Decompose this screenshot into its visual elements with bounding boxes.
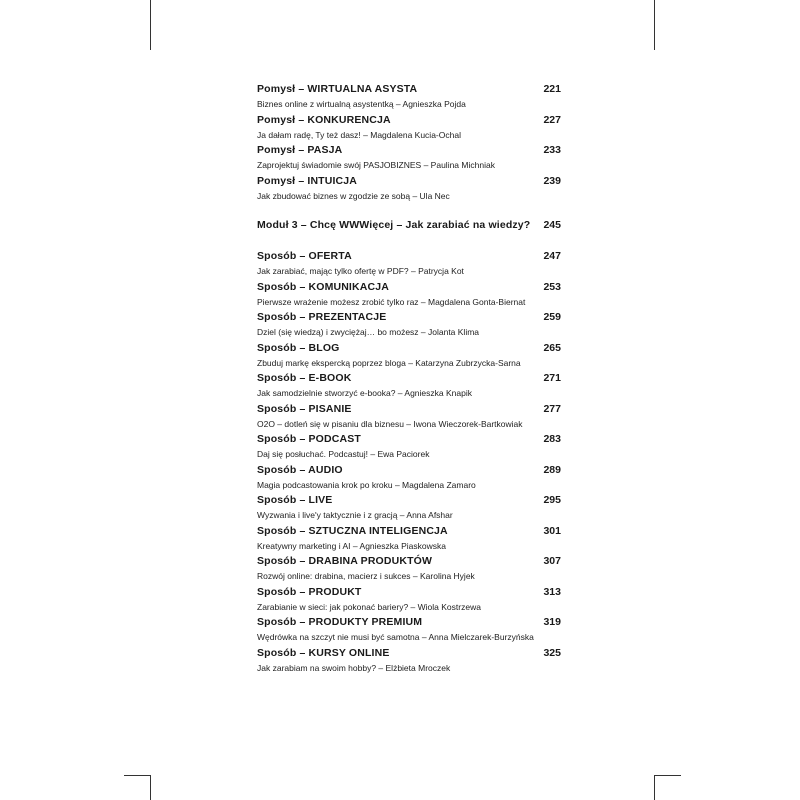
toc-entry-header <box>257 280 561 295</box>
toc-entry-header <box>257 463 561 478</box>
entry-page-number: 313 <box>543 585 561 598</box>
entry-title: Sposób – PRODUKT <box>257 585 362 598</box>
toc-entry-header <box>257 554 561 569</box>
entry-page-number: 301 <box>543 524 561 537</box>
entry-subtitle: Jak samodzielnie stworzyć e-booka? – Agnieszka Knapik <box>257 388 472 398</box>
entry-page-number: 283 <box>543 433 561 445</box>
entry-subtitle: Jak zarabiać, mając tylko ofertę w PDF? – Patrycja Kot <box>257 266 464 276</box>
entry-subtitle: Jak zarabiam na swoim hobby? – Elżbieta Mroczek <box>257 662 451 673</box>
entry-page-number: 221 <box>543 83 561 95</box>
entry-page-number: 295 <box>543 494 561 506</box>
toc-entry <box>257 585 561 616</box>
crop-mark-top-left <box>150 0 151 50</box>
entry-title: Sposób – E-BOOK <box>257 372 352 384</box>
entry-subtitle: Jak zbudować biznes w zgodzie ze sobą – Ula Nec <box>257 190 450 201</box>
entry-subtitle: Magia podcastowania krok po kroku – Magdalena Zamaro <box>257 479 476 490</box>
entry-title: Sposób – PRODUKTY PREMIUM <box>257 616 423 628</box>
toc-entry <box>257 310 561 341</box>
entry-page-number: 307 <box>543 555 561 567</box>
entry-page-number: 277 <box>543 402 561 415</box>
entry-page-number: 239 <box>543 174 561 187</box>
entry-subtitle: Kreatywny marketing i AI – Agnieszka Piaskowska <box>257 540 446 551</box>
crop-mark-top-right <box>654 0 655 50</box>
toc-entry-header <box>257 646 561 661</box>
toc-group-methods <box>257 249 561 676</box>
toc-entry-header <box>257 585 561 600</box>
toc-entry-header <box>257 310 561 325</box>
entry-title: Pomysł – INTUICJA <box>257 174 357 187</box>
entry-page-number: 271 <box>543 372 561 384</box>
toc-entry <box>257 524 561 555</box>
entry-title: Sposób – BLOG <box>257 341 340 354</box>
entry-title: Sposób – DRABINA PRODUKTÓW <box>257 555 433 567</box>
entry-title: Sposób – PISANIE <box>257 402 352 415</box>
toc-entry <box>257 174 561 205</box>
toc-entry <box>257 554 561 585</box>
entry-subtitle: Ja dałam radę, Ty też dasz! – Magdalena Kucia-Ochal <box>257 129 461 140</box>
entry-subtitle: Dziel (się wiedzą) i zwyciężaj… bo możesz – Jolanta Klima <box>257 327 480 337</box>
toc-entry <box>257 280 561 311</box>
toc-entry-header <box>257 524 561 539</box>
entry-page-number: 259 <box>543 311 561 323</box>
entry-subtitle: Zbuduj markę ekspercką poprzez bloga – Katarzyna Zubrzycka-Sarna <box>257 357 521 368</box>
entry-subtitle: Biznes online z wirtualną asystentką – Agnieszka Pojda <box>257 99 466 109</box>
entry-page-number: 289 <box>543 463 561 476</box>
module-heading <box>257 218 561 233</box>
entry-title: Sposób – PREZENTACJE <box>257 311 387 323</box>
entry-subtitle: Zaprojektuj świadomie swój PASJOBIZNES – Paulina Michniak <box>257 160 495 170</box>
toc-entry-header <box>257 432 561 447</box>
entry-title: Sposób – SZTUCZNA INTELIGENCJA <box>257 524 448 537</box>
entry-subtitle: Wędrówka na szczyt nie musi być samotna – Anna Mielczarek-Burzyńska <box>257 632 534 642</box>
entry-page-number: 319 <box>543 616 561 628</box>
entry-subtitle: Rozwój online: drabina, macierz i sukces – Karolina Hyjek <box>257 571 475 581</box>
spacer <box>257 204 561 218</box>
toc-entry-header <box>257 371 561 386</box>
spacer <box>257 233 561 249</box>
toc-entry <box>257 249 561 280</box>
module-page-number: 245 <box>543 219 561 231</box>
entry-title: Sposób – OFERTA <box>257 250 352 262</box>
toc-entry <box>257 432 561 463</box>
entry-title: Pomysł – PASJA <box>257 144 343 156</box>
crop-mark-right-horizontal <box>655 775 681 776</box>
table-of-contents <box>257 82 561 676</box>
toc-entry <box>257 493 561 524</box>
entry-title: Pomysł – KONKURENCJA <box>257 113 391 126</box>
entry-title: Sposób – AUDIO <box>257 463 343 476</box>
toc-entry-header <box>257 341 561 356</box>
toc-entry-header <box>257 615 561 630</box>
toc-group-ideas <box>257 82 561 204</box>
entry-subtitle: Zarabianie w sieci: jak pokonać bariery? – Wiola Kostrzewa <box>257 601 481 612</box>
crop-mark-bottom-left <box>150 775 151 800</box>
module-title: Moduł 3 – Chcę WWWięcej – Jak zarabiać na wiedzy? <box>257 219 531 231</box>
entry-title: Sposób – PODCAST <box>257 433 361 445</box>
toc-entry-header <box>257 82 561 97</box>
toc-entry-header <box>257 174 561 189</box>
toc-entry-header <box>257 493 561 508</box>
toc-entry-header <box>257 113 561 128</box>
toc-entry <box>257 113 561 144</box>
entry-page-number: 233 <box>543 144 561 156</box>
entry-page-number: 265 <box>543 341 561 354</box>
entry-page-number: 325 <box>543 646 561 659</box>
entry-title: Sposób – KURSY ONLINE <box>257 646 390 659</box>
entry-page-number: 253 <box>543 280 561 293</box>
entry-subtitle: O2O – dotleń się w pisaniu dla biznesu – Iwona Wieczorek-Bartkowiak <box>257 418 523 429</box>
entry-title: Sposób – LIVE <box>257 494 333 506</box>
toc-entry <box>257 646 561 677</box>
entry-subtitle: Daj się posłuchać. Podcastuj! – Ewa Paciorek <box>257 449 430 459</box>
toc-entry-header <box>257 402 561 417</box>
toc-entry <box>257 402 561 433</box>
crop-mark-left-horizontal <box>124 775 150 776</box>
entry-title: Pomysł – WIRTUALNA ASYSTA <box>257 83 418 95</box>
toc-entry <box>257 615 561 646</box>
entry-subtitle: Wyzwania i live'y taktycznie i z gracją – Anna Afshar <box>257 510 453 520</box>
entry-page-number: 247 <box>543 250 561 262</box>
toc-entry <box>257 143 561 174</box>
entry-title: Sposób – KOMUNIKACJA <box>257 280 389 293</box>
toc-entry <box>257 463 561 494</box>
entry-page-number: 227 <box>543 113 561 126</box>
toc-entry <box>257 371 561 402</box>
toc-entry <box>257 341 561 372</box>
toc-entry <box>257 82 561 113</box>
crop-mark-bottom-right <box>654 775 655 800</box>
toc-entry-header <box>257 143 561 158</box>
toc-entry-header <box>257 249 561 264</box>
entry-subtitle: Pierwsze wrażenie możesz zrobić tylko raz – Magdalena Gonta-Biernat <box>257 296 526 307</box>
